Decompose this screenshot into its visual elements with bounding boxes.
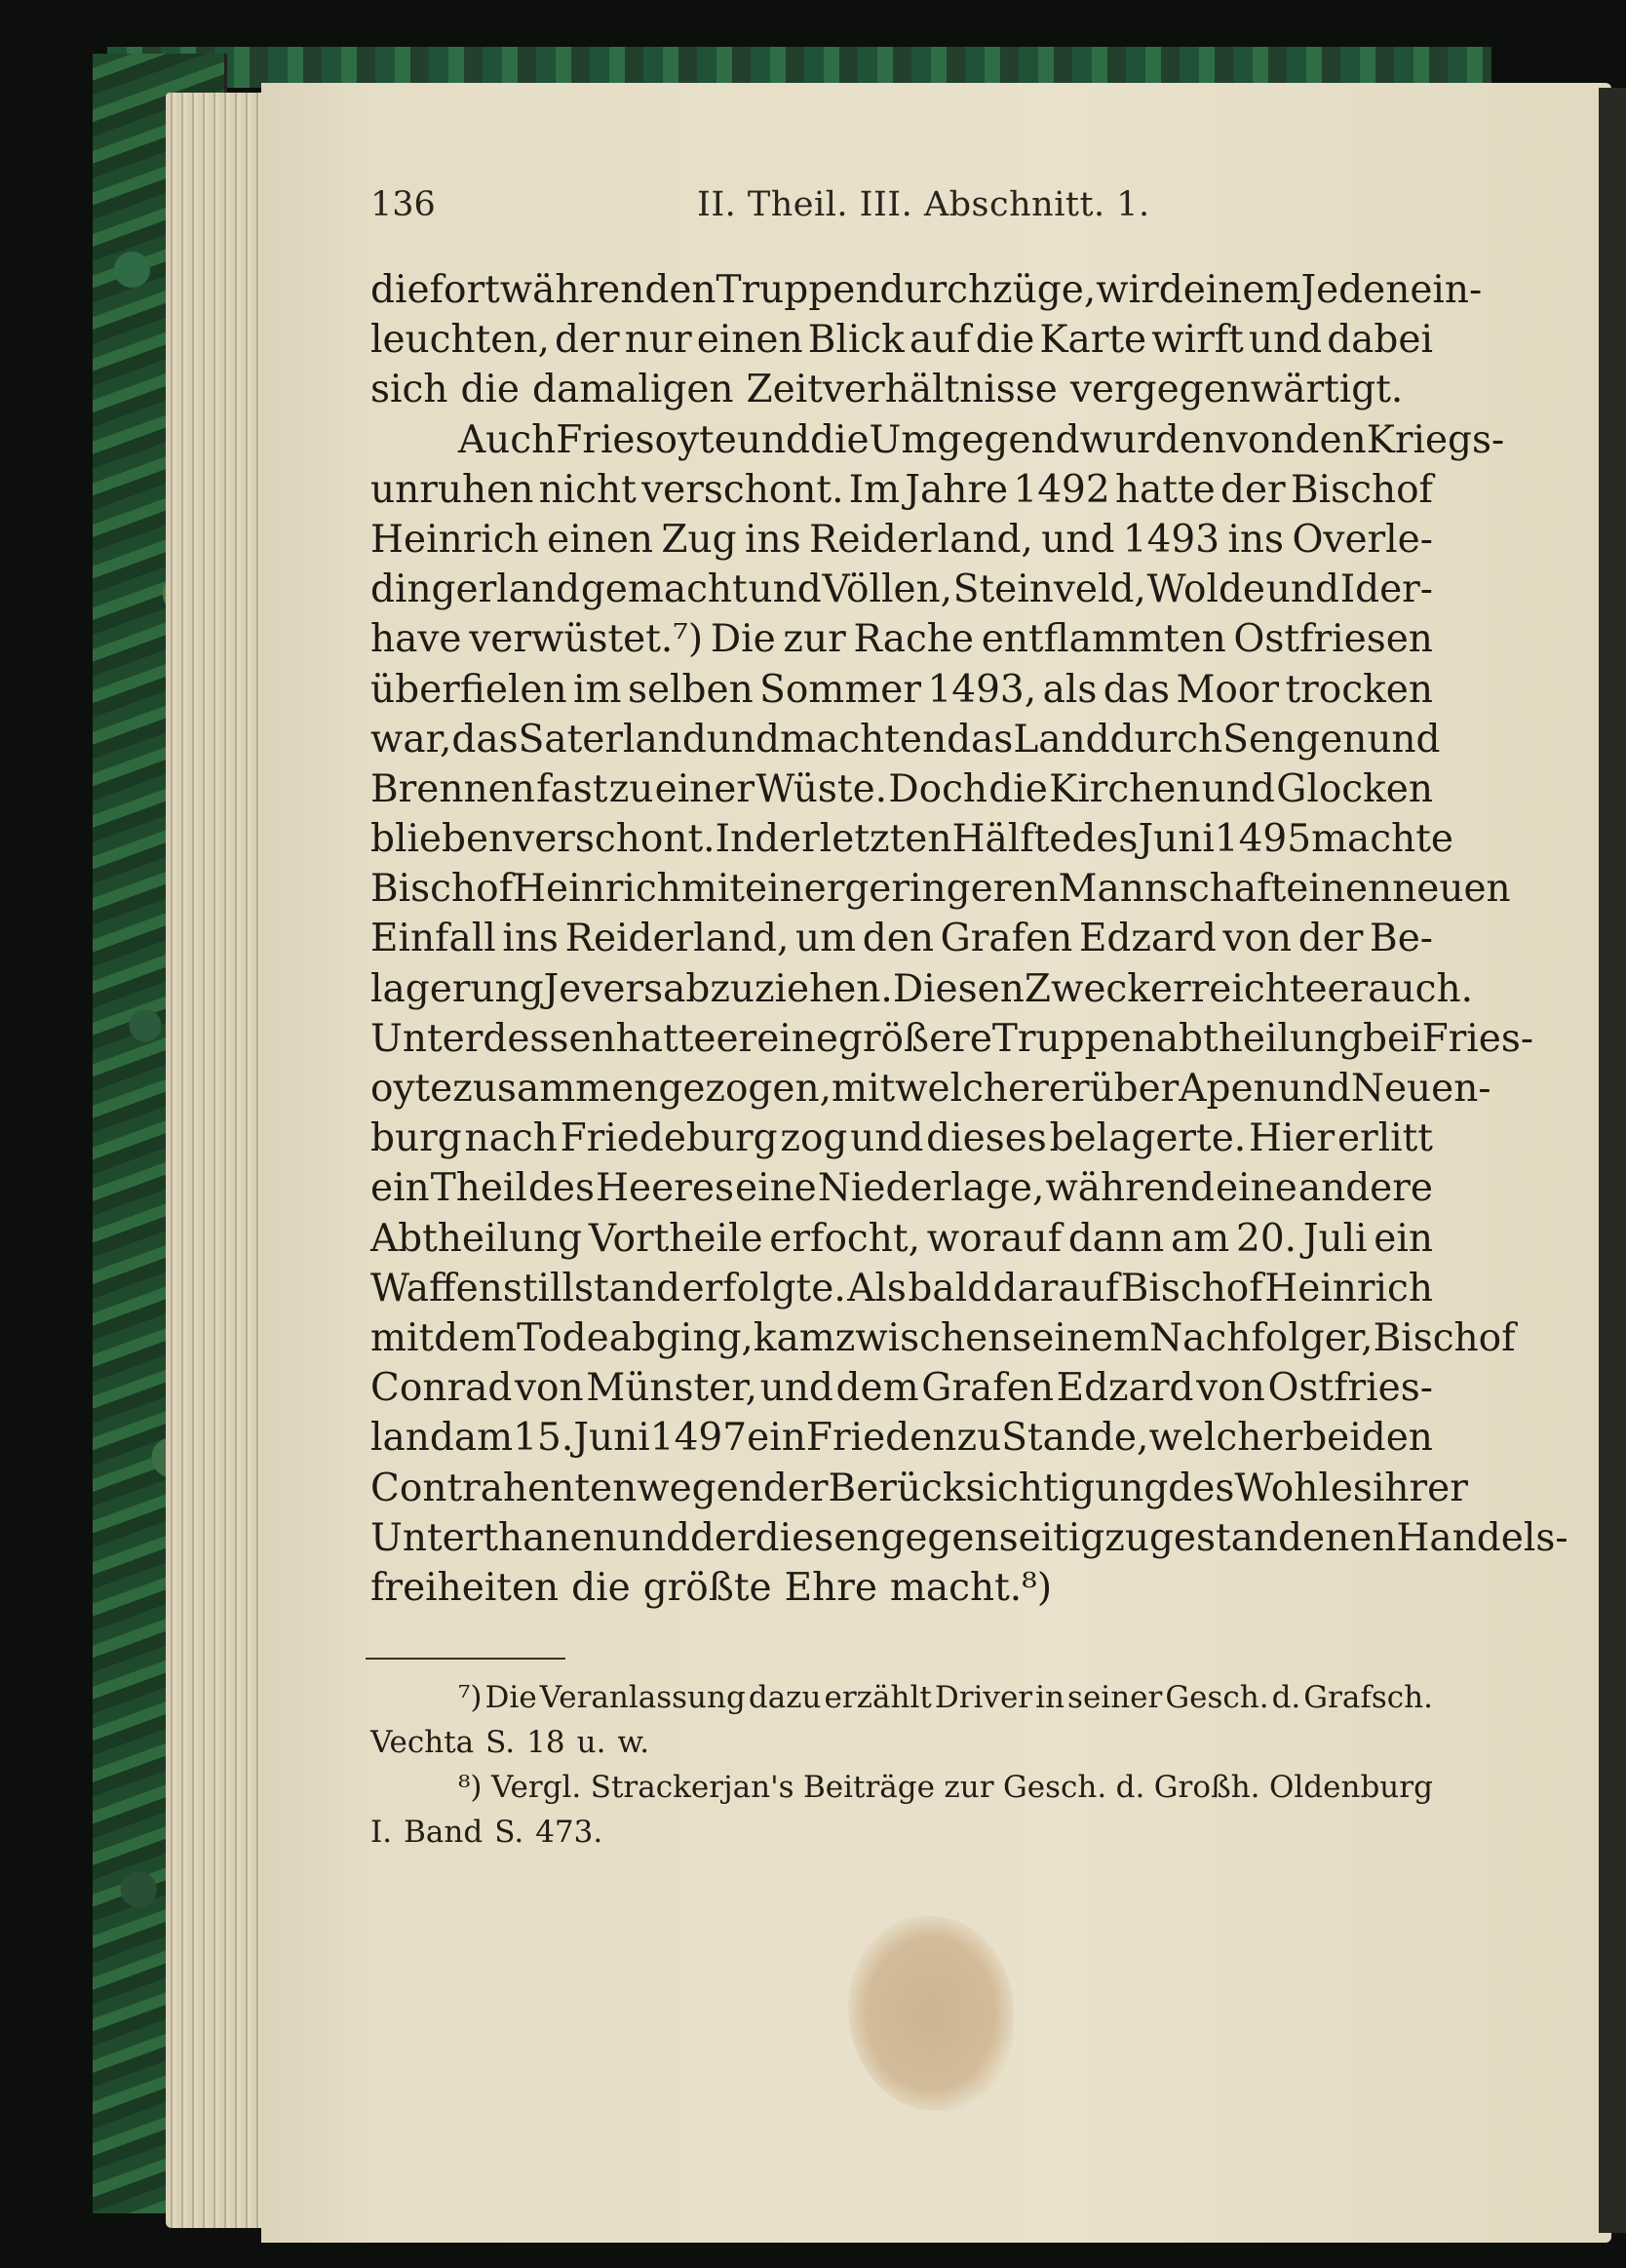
text-line: Einfall ins Reiderland, um den Grafen Edzard von der Be- bbox=[370, 917, 1433, 961]
text-line: sich die damaligen Zeitverhältnisse vergegenwärtigt. bbox=[370, 368, 1404, 412]
running-head: II. Theil. III. Abschnitt. 1. bbox=[697, 185, 1150, 224]
page-number: 136 bbox=[370, 185, 436, 224]
text-line: freiheiten die größte Ehre macht.⁸) bbox=[370, 1565, 1053, 1610]
text-line: Contrahenten wegen der Berücksichtigung des Wohles ihrer bbox=[370, 1466, 1468, 1510]
text-line: land am 15. Juni 1497 ein Frieden zu Stande, welcher beiden bbox=[370, 1416, 1433, 1461]
text-line: ein Theil des Heeres eine Niederlage, während eine andere bbox=[370, 1166, 1433, 1211]
text-line: unruhen nicht verschont. Im Jahre 1492 hatte der Bischof bbox=[370, 467, 1433, 512]
text-line: have verwüstet.⁷) Die zur Rache entflammten Ostfriesen bbox=[370, 617, 1433, 662]
footnote-line: I. Band S. 473. bbox=[370, 1815, 603, 1850]
text-line: blieben verschont. In der letzten Hälfte des Juni 1495 machte bbox=[370, 817, 1454, 862]
text-line: lagerung Jevers abzuziehen. Diesen Zweck erreichte er auch. bbox=[370, 966, 1474, 1011]
text-line: die fortwährenden Truppendurchzüge, wird einem Jeden ein- bbox=[370, 268, 1483, 312]
text-line: Waffenstillstand erfolgte. Als bald darauf Bischof Heinrich bbox=[370, 1266, 1433, 1310]
text-line: Unterthanen und der diesen gegenseitig zugestandenen Handels- bbox=[370, 1515, 1568, 1560]
text-line: mit dem Tode abging, kam zwischen seinem Nachfolger, Bischof bbox=[370, 1315, 1516, 1360]
footnote-line: Vechta S. 18 u. w. bbox=[370, 1725, 650, 1760]
text-line: überfielen im selben Sommer 1493, als das Moor trocken bbox=[370, 667, 1433, 712]
footnote-rule bbox=[366, 1658, 565, 1660]
text-line: Unterdessen hatte er eine größere Truppenabtheilung bei Fries- bbox=[370, 1016, 1534, 1061]
footnote-line: ⁷) Die Veranlassung dazu erzählt Driver in seiner Gesch. d. Grafsch. bbox=[458, 1680, 1433, 1715]
text-line: Conrad von Münster, und dem Grafen Edzard von Ostfries- bbox=[370, 1366, 1433, 1411]
text-line: leuchten, der nur einen Blick auf die Karte wirft und dabei bbox=[370, 318, 1433, 363]
cover-top-edge bbox=[107, 47, 1491, 88]
text-line: Brennen fast zu einer Wüste. Doch die Kirchen und Glocken bbox=[370, 766, 1433, 811]
text-line: Auch Friesoyte und die Umgegend wurden von den Kriegs- bbox=[458, 417, 1505, 462]
footnote-line: ⁸) Vergl. Strackerjan's Beiträge zur Gesch. d. Großh. Oldenburg bbox=[458, 1770, 1433, 1805]
text-line: Abtheilung Vortheile erfocht, worauf dann am 20. Juli ein bbox=[370, 1216, 1433, 1261]
gutter-shadow bbox=[1599, 88, 1626, 2233]
body-text bbox=[370, 265, 1568, 1613]
text-line: war, das Saterland und machten das Land durch Sengen und bbox=[370, 717, 1441, 762]
text-line: Bischof Heinrich mit einer geringeren Mannschaft einen neuen bbox=[370, 867, 1511, 912]
text-line: oyte zusammen gezogen, mit welcher er über Apen und Neuen- bbox=[370, 1067, 1491, 1111]
text-line: dingerland gemacht und Völlen, Steinveld, Wolde und Ider- bbox=[370, 567, 1433, 612]
text-line: Heinrich einen Zug ins Reiderland, und 1493 ins Overle- bbox=[370, 517, 1433, 562]
page-header bbox=[370, 185, 1433, 244]
footnotes bbox=[370, 1675, 1433, 1855]
text-line: burg nach Friedeburg zog und dieses belagerte. Hier erlitt bbox=[370, 1116, 1433, 1161]
